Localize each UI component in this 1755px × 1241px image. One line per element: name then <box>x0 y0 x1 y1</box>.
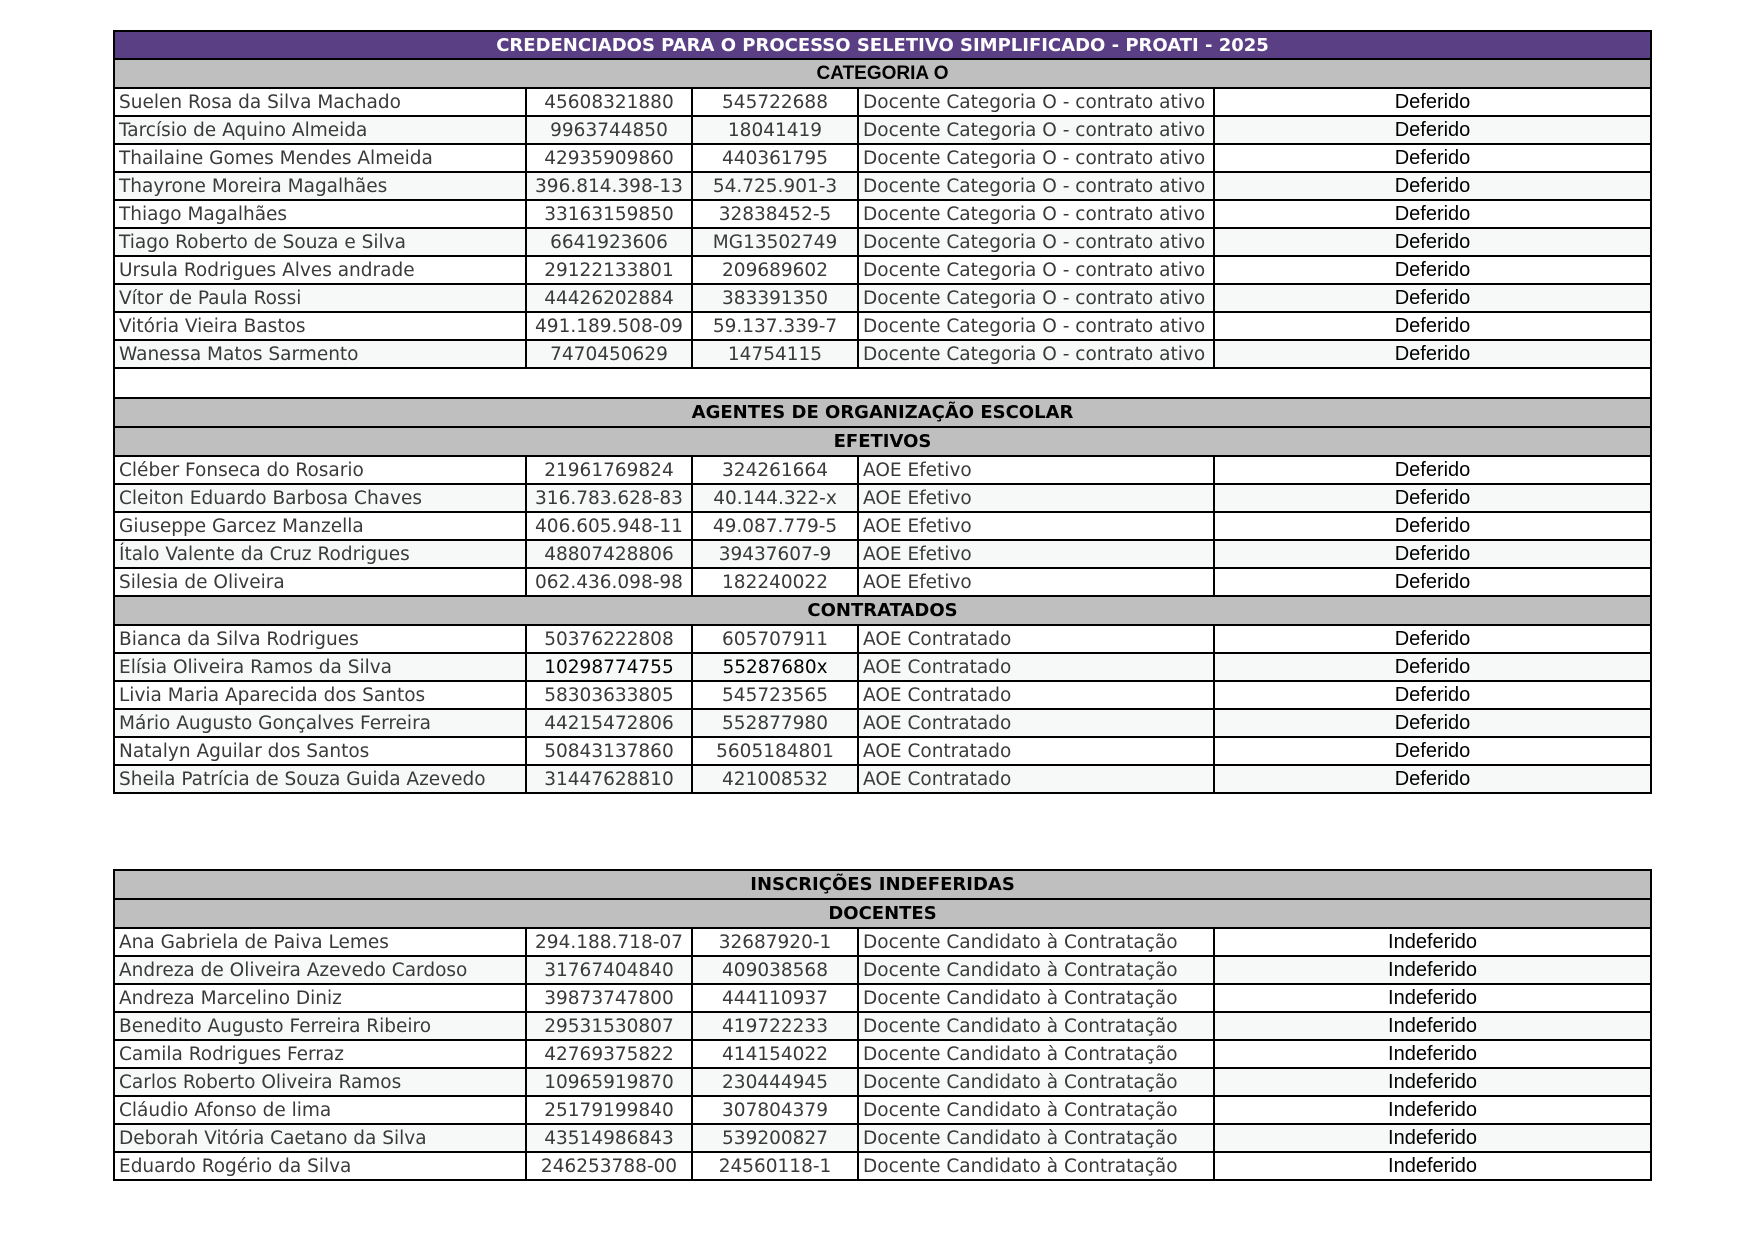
status-cell: Indeferido <box>1214 928 1651 956</box>
category-cell: Docente Candidato à Contratação <box>858 1068 1214 1096</box>
table-row <box>114 144 1651 172</box>
name-cell: Bianca da Silva Rodrigues <box>114 625 526 653</box>
name-cell: Thiago Magalhães <box>114 200 526 228</box>
table-row <box>114 540 1651 568</box>
status-cell: Deferido <box>1214 228 1651 256</box>
table-row <box>114 456 1651 484</box>
cpf-cell: 31447628810 <box>526 765 692 793</box>
status-cell: Deferido <box>1214 681 1651 709</box>
rg-cell: MG13502749 <box>692 228 858 256</box>
rg-cell: 55287680x <box>692 653 858 681</box>
name-cell: Mário Augusto Gonçalves Ferreira <box>114 709 526 737</box>
status-cell: Indeferido <box>1214 956 1651 984</box>
document-title: CREDENCIADOS PARA O PROCESSO SELETIVO SIMPLIFICADO - PROATI - 2025 <box>114 31 1651 59</box>
status-cell: Deferido <box>1214 200 1651 228</box>
status-cell: Deferido <box>1214 312 1651 340</box>
name-cell: Cléber Fonseca do Rosario <box>114 456 526 484</box>
section-heading-aoe: AGENTES DE ORGANIZAÇÃO ESCOLAR <box>114 398 1651 427</box>
rg-cell: 605707911 <box>692 625 858 653</box>
status-cell: Deferido <box>1214 144 1651 172</box>
cpf-cell: 21961769824 <box>526 456 692 484</box>
rg-cell: 414154022 <box>692 1040 858 1068</box>
rg-cell: 182240022 <box>692 568 858 596</box>
category-cell: Docente Categoria O - contrato ativo <box>858 228 1214 256</box>
name-cell: Benedito Augusto Ferreira Ribeiro <box>114 1012 526 1040</box>
category-cell: Docente Candidato à Contratação <box>858 1096 1214 1124</box>
cpf-cell: 6641923606 <box>526 228 692 256</box>
status-cell: Deferido <box>1214 340 1651 368</box>
cpf-cell: 491.189.508-09 <box>526 312 692 340</box>
category-cell: Docente Candidato à Contratação <box>858 928 1214 956</box>
status-cell: Indeferido <box>1214 1068 1651 1096</box>
table-row <box>114 568 1651 596</box>
status-cell: Indeferido <box>1214 1012 1651 1040</box>
name-cell: Suelen Rosa da Silva Machado <box>114 88 526 116</box>
rg-cell: 419722233 <box>692 1012 858 1040</box>
category-cell: Docente Categoria O - contrato ativo <box>858 284 1214 312</box>
status-cell: Deferido <box>1214 625 1651 653</box>
cpf-cell: 10965919870 <box>526 1068 692 1096</box>
name-cell: Sheila Patrícia de Souza Guida Azevedo <box>114 765 526 793</box>
category-cell: Docente Categoria O - contrato ativo <box>858 116 1214 144</box>
table-row <box>114 1068 1651 1096</box>
status-cell: Deferido <box>1214 172 1651 200</box>
cpf-cell: 42935909860 <box>526 144 692 172</box>
category-cell: Docente Categoria O - contrato ativo <box>858 88 1214 116</box>
table-row <box>114 484 1651 512</box>
rg-cell: 5605184801 <box>692 737 858 765</box>
category-cell: Docente Candidato à Contratação <box>858 956 1214 984</box>
cpf-cell: 48807428806 <box>526 540 692 568</box>
rg-cell: 49.087.779-5 <box>692 512 858 540</box>
rg-cell: 324261664 <box>692 456 858 484</box>
category-cell: AOE Efetivo <box>858 512 1214 540</box>
rg-cell: 409038568 <box>692 956 858 984</box>
category-cell: Docente Candidato à Contratação <box>858 984 1214 1012</box>
status-cell: Deferido <box>1214 88 1651 116</box>
cpf-cell: 44215472806 <box>526 709 692 737</box>
rg-cell: 209689602 <box>692 256 858 284</box>
cpf-cell: 7470450629 <box>526 340 692 368</box>
name-cell: Livia Maria Aparecida dos Santos <box>114 681 526 709</box>
cpf-cell: 50843137860 <box>526 737 692 765</box>
cpf-cell: 44426202884 <box>526 284 692 312</box>
name-cell: Vítor de Paula Rossi <box>114 284 526 312</box>
category-cell: Docente Categoria O - contrato ativo <box>858 312 1214 340</box>
table-row <box>114 984 1651 1012</box>
name-cell: Elísia Oliveira Ramos da Silva <box>114 653 526 681</box>
category-cell: Docente Candidato à Contratação <box>858 1124 1214 1152</box>
rg-cell: 539200827 <box>692 1124 858 1152</box>
status-cell: Indeferido <box>1214 1124 1651 1152</box>
subsection-heading-docentes: DOCENTES <box>114 899 1651 928</box>
table-row <box>114 681 1651 709</box>
cpf-cell: 58303633805 <box>526 681 692 709</box>
table-row <box>114 312 1651 340</box>
category-cell: Docente Categoria O - contrato ativo <box>858 144 1214 172</box>
rg-cell: 18041419 <box>692 116 858 144</box>
rg-cell: 40.144.322-x <box>692 484 858 512</box>
indeferidas-table <box>113 869 1652 1181</box>
rg-cell: 230444945 <box>692 1068 858 1096</box>
name-cell: Eduardo Rogério da Silva <box>114 1152 526 1180</box>
subsection-heading-contratados: CONTRATADOS <box>114 596 1651 625</box>
table-row <box>114 1040 1651 1068</box>
name-cell: Ursula Rodrigues Alves andrade <box>114 256 526 284</box>
rg-cell: 59.137.339-7 <box>692 312 858 340</box>
rg-cell: 32687920-1 <box>692 928 858 956</box>
name-cell: Wanessa Matos Sarmento <box>114 340 526 368</box>
rg-cell: 14754115 <box>692 340 858 368</box>
rg-cell: 39437607-9 <box>692 540 858 568</box>
rg-cell: 421008532 <box>692 765 858 793</box>
name-cell: Thailaine Gomes Mendes Almeida <box>114 144 526 172</box>
subsection-heading-efetivos: EFETIVOS <box>114 427 1651 456</box>
category-cell: Docente Candidato à Contratação <box>858 1012 1214 1040</box>
table-row <box>114 284 1651 312</box>
name-cell: Thayrone Moreira Magalhães <box>114 172 526 200</box>
table-row <box>114 709 1651 737</box>
category-cell: AOE Contratado <box>858 709 1214 737</box>
cpf-cell: 43514986843 <box>526 1124 692 1152</box>
rg-cell: 444110937 <box>692 984 858 1012</box>
category-cell: AOE Efetivo <box>858 568 1214 596</box>
category-cell: Docente Candidato à Contratação <box>858 1152 1214 1180</box>
category-cell: Docente Categoria O - contrato ativo <box>858 200 1214 228</box>
name-cell: Silesia de Oliveira <box>114 568 526 596</box>
category-cell: Docente Categoria O - contrato ativo <box>858 340 1214 368</box>
cpf-cell: 33163159850 <box>526 200 692 228</box>
cpf-cell: 29531530807 <box>526 1012 692 1040</box>
status-cell: Deferido <box>1214 256 1651 284</box>
rg-cell: 545722688 <box>692 88 858 116</box>
status-cell: Indeferido <box>1214 1040 1651 1068</box>
table-row <box>114 653 1651 681</box>
cpf-cell: 50376222808 <box>526 625 692 653</box>
status-cell: Indeferido <box>1214 1152 1651 1180</box>
category-cell: AOE Contratado <box>858 765 1214 793</box>
table-row <box>114 228 1651 256</box>
spacer-row <box>114 368 1651 398</box>
category-cell: AOE Efetivo <box>858 540 1214 568</box>
name-cell: Cláudio Afonso de lima <box>114 1096 526 1124</box>
name-cell: Ítalo Valente da Cruz Rodrigues <box>114 540 526 568</box>
section-heading-indeferidas: INSCRIÇÕES INDEFERIDAS <box>114 870 1651 899</box>
name-cell: Tiago Roberto de Souza e Silva <box>114 228 526 256</box>
category-cell: Docente Categoria O - contrato ativo <box>858 172 1214 200</box>
category-cell: AOE Contratado <box>858 737 1214 765</box>
category-cell: Docente Categoria O - contrato ativo <box>858 256 1214 284</box>
cpf-cell: 42769375822 <box>526 1040 692 1068</box>
table-row <box>114 928 1651 956</box>
category-cell: AOE Contratado <box>858 681 1214 709</box>
status-cell: Indeferido <box>1214 1096 1651 1124</box>
name-cell: Andreza Marcelino Diniz <box>114 984 526 1012</box>
table-row <box>114 172 1651 200</box>
name-cell: Deborah Vitória Caetano da Silva <box>114 1124 526 1152</box>
table-row <box>114 1124 1651 1152</box>
cpf-cell: 31767404840 <box>526 956 692 984</box>
table-row <box>114 737 1651 765</box>
name-cell: Ana Gabriela de Paiva Lemes <box>114 928 526 956</box>
status-cell: Deferido <box>1214 765 1651 793</box>
cpf-cell: 29122133801 <box>526 256 692 284</box>
category-cell: AOE Efetivo <box>858 484 1214 512</box>
status-cell: Deferido <box>1214 540 1651 568</box>
table-row <box>114 1096 1651 1124</box>
cpf-cell: 062.436.098-98 <box>526 568 692 596</box>
rg-cell: 440361795 <box>692 144 858 172</box>
status-cell: Deferido <box>1214 737 1651 765</box>
table-row <box>114 200 1651 228</box>
rg-cell: 24560118-1 <box>692 1152 858 1180</box>
rg-cell: 32838452-5 <box>692 200 858 228</box>
section-heading-categoria-o: CATEGORIA O <box>114 59 1651 88</box>
rg-cell: 383391350 <box>692 284 858 312</box>
name-cell: Camila Rodrigues Ferraz <box>114 1040 526 1068</box>
rg-cell: 54.725.901-3 <box>692 172 858 200</box>
table-row <box>114 1152 1651 1180</box>
status-cell: Deferido <box>1214 456 1651 484</box>
cpf-cell: 45608321880 <box>526 88 692 116</box>
table-row <box>114 116 1651 144</box>
table-row <box>114 512 1651 540</box>
cpf-cell: 9963744850 <box>526 116 692 144</box>
status-cell: Deferido <box>1214 653 1651 681</box>
table-row <box>114 625 1651 653</box>
status-cell: Deferido <box>1214 709 1651 737</box>
cpf-cell: 246253788-00 <box>526 1152 692 1180</box>
credenciados-table <box>113 30 1652 794</box>
cpf-cell: 39873747800 <box>526 984 692 1012</box>
rg-cell: 545723565 <box>692 681 858 709</box>
category-cell: Docente Candidato à Contratação <box>858 1040 1214 1068</box>
name-cell: Tarcísio de Aquino Almeida <box>114 116 526 144</box>
name-cell: Carlos Roberto Oliveira Ramos <box>114 1068 526 1096</box>
name-cell: Natalyn Aguilar dos Santos <box>114 737 526 765</box>
table-row <box>114 956 1651 984</box>
cpf-cell: 316.783.628-83 <box>526 484 692 512</box>
category-cell: AOE Efetivo <box>858 456 1214 484</box>
status-cell: Deferido <box>1214 484 1651 512</box>
table-row <box>114 256 1651 284</box>
status-cell: Indeferido <box>1214 984 1651 1012</box>
status-cell: Deferido <box>1214 116 1651 144</box>
name-cell: Cleiton Eduardo Barbosa Chaves <box>114 484 526 512</box>
cpf-cell: 25179199840 <box>526 1096 692 1124</box>
cpf-cell: 294.188.718-07 <box>526 928 692 956</box>
name-cell: Vitória Vieira Bastos <box>114 312 526 340</box>
cpf-cell: 406.605.948-11 <box>526 512 692 540</box>
name-cell: Andreza de Oliveira Azevedo Cardoso <box>114 956 526 984</box>
rg-cell: 307804379 <box>692 1096 858 1124</box>
name-cell: Giuseppe Garcez Manzella <box>114 512 526 540</box>
category-cell: AOE Contratado <box>858 653 1214 681</box>
status-cell: Deferido <box>1214 512 1651 540</box>
cpf-cell: 10298774755 <box>526 653 692 681</box>
table-row <box>114 88 1651 116</box>
rg-cell: 552877980 <box>692 709 858 737</box>
status-cell: Deferido <box>1214 568 1651 596</box>
status-cell: Deferido <box>1214 284 1651 312</box>
table-row <box>114 340 1651 368</box>
cpf-cell: 396.814.398-13 <box>526 172 692 200</box>
category-cell: AOE Contratado <box>858 625 1214 653</box>
table-row <box>114 1012 1651 1040</box>
table-row <box>114 765 1651 793</box>
